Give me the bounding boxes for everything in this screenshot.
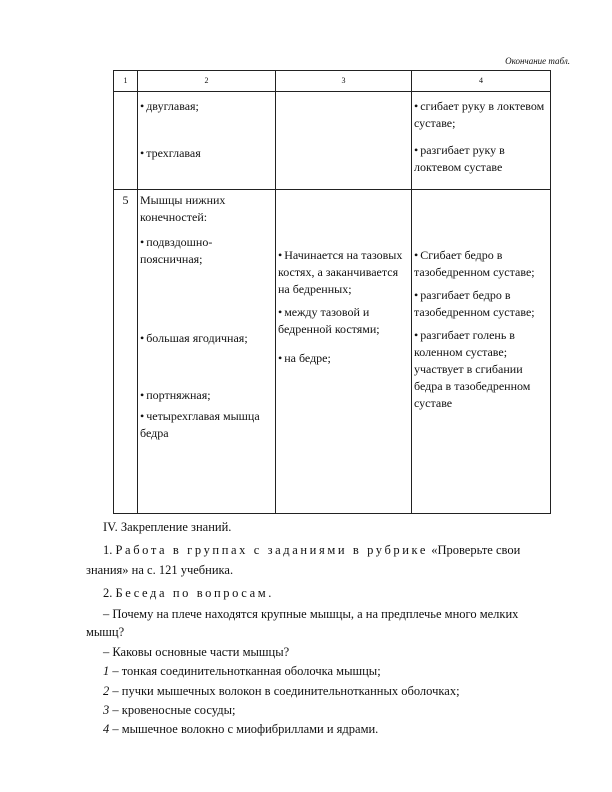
question-1: – Почему на плече находятся крупные мышцы, а на предплечье много мелких (103, 607, 519, 621)
answer-item (103, 701, 235, 719)
answer-item (103, 662, 381, 680)
list-item: • Сгибает бедро в тазобедренном суставе; (414, 247, 548, 281)
header-cell: 3 (276, 71, 412, 92)
spaced-emphasis: Беседа по вопросам (115, 586, 269, 600)
paragraph-1 (103, 541, 574, 559)
table-cell (114, 92, 138, 190)
list-item: • между тазовой и бедренной костями; (278, 304, 409, 338)
group-title: Мышцы нижних конечностей: (140, 193, 226, 224)
paragraph-number: 1. (103, 543, 113, 557)
header-cell: 2 (138, 71, 276, 92)
list-item: • разгибает бедро в тазобедренном суставе; (414, 287, 548, 321)
answer-item (103, 682, 460, 700)
list-item: • портняжная; (140, 387, 273, 404)
table-row (114, 92, 551, 190)
table-cell (412, 92, 551, 190)
list-item: • трехглавая (140, 145, 273, 162)
table-cell (276, 92, 412, 190)
header-cell: 1 (114, 71, 138, 92)
answer-text: – кровеносные сосуды; (109, 703, 236, 717)
table-row (114, 190, 551, 514)
list-item: • большая ягодичная; (140, 330, 273, 347)
table-header-row (114, 71, 551, 92)
paragraph-2 (103, 584, 271, 602)
list-item: • разгибает руку в локтевом суставе (414, 142, 548, 176)
answer-number: 3 (103, 703, 110, 717)
table-continuation-caption: Окончание табл. (505, 56, 570, 66)
table-cell (276, 190, 412, 514)
list-item: • на бедре; (278, 350, 409, 367)
spaced-emphasis: Работа в группах с заданиями в рубрике (115, 543, 429, 557)
paragraph-text: «Проверьте свои (431, 543, 521, 557)
muscles-table (113, 70, 551, 514)
answer-text: – мышечное волокно с миофибриллами и ядрами. (109, 722, 379, 736)
list-item: • четырехглавая мышца бедра (140, 408, 273, 442)
paragraph-1-continuation: знания» на с. 121 учебника. (86, 563, 234, 577)
answer-item (103, 720, 378, 738)
answer-text: – тонкая соединительнотканная оболочка мышцы; (109, 664, 381, 678)
list-item: • подвздошно-поясничная; (140, 234, 273, 268)
paragraph-text: . (268, 586, 272, 600)
answer-text: – пучки мышечных волокон в соединительнотканных оболочках; (109, 684, 460, 698)
question-1-continuation: мышц? (86, 625, 125, 639)
table-cell (138, 92, 276, 190)
row-number: 5 (114, 190, 138, 514)
answer-number: 4 (103, 722, 110, 736)
list-item: • сгибает руку в локтевом суставе; (414, 98, 548, 132)
list-item: • Начинается на тазовых костях, а заканчивается на бедренных; (278, 247, 409, 298)
list-item: • двуглавая; (140, 98, 273, 115)
answer-number: 2 (103, 684, 110, 698)
table-cell (412, 190, 551, 514)
table-cell (138, 190, 276, 514)
header-cell: 4 (412, 71, 551, 92)
question-2: – Каковы основные части мышцы? (103, 645, 290, 659)
list-item: • разгибает голень в коленном суставе; участвует в сгибании бедра в тазобедренном суставе (414, 327, 548, 412)
paragraph-number: 2. (103, 586, 113, 600)
answer-number: 1 (103, 664, 110, 678)
section-heading: IV. Закрепление знаний. (103, 520, 232, 534)
